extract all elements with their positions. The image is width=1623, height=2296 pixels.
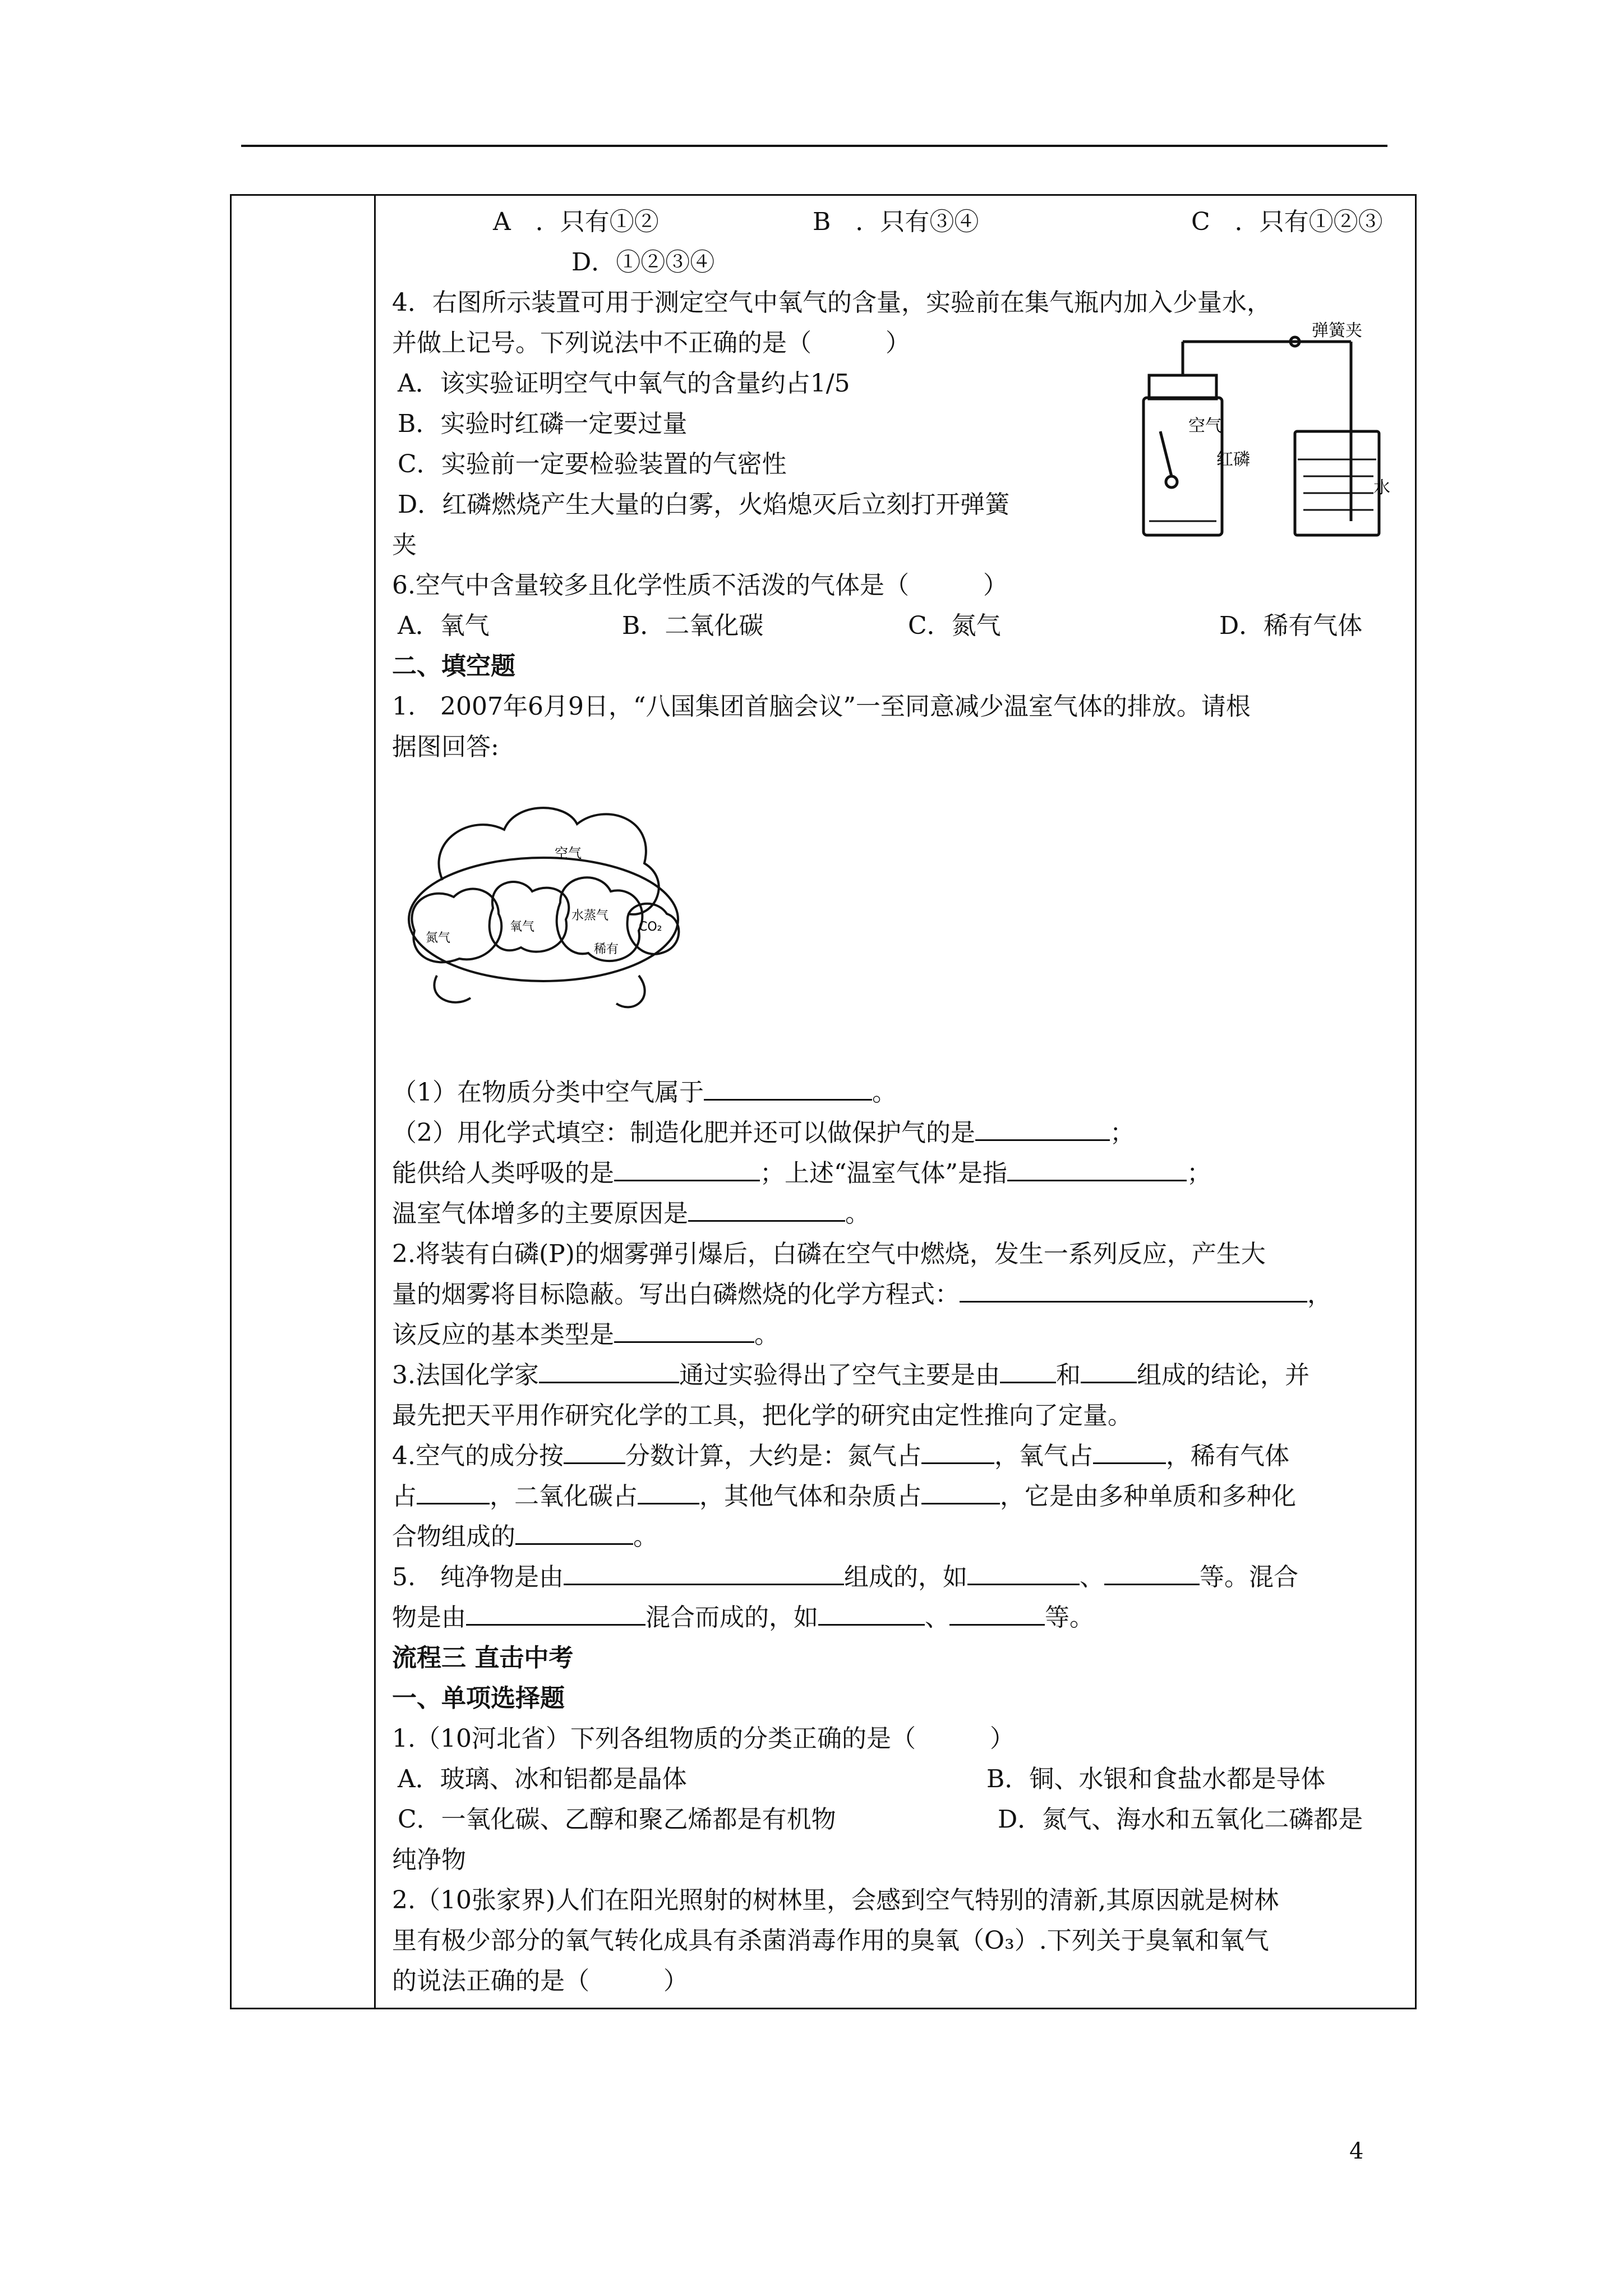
fill-q1-part2 xyxy=(392,1117,1135,1149)
answer-blank[interactable] xyxy=(614,1319,754,1343)
answer-blank[interactable] xyxy=(688,1198,845,1222)
answer-blank[interactable] xyxy=(1007,1157,1187,1181)
fill-q3-line1 xyxy=(392,1359,1310,1392)
punct: ， xyxy=(1307,1280,1332,1309)
flow3-q1-option-b: B．铜、水银和食盐水都是导体 xyxy=(986,1765,1326,1793)
punct: 。 xyxy=(633,1522,658,1551)
cartoon-label-rare: 稀有 xyxy=(594,942,619,956)
section-subheading-single-choice: 一、单项选择题 xyxy=(392,1684,565,1713)
header-rule xyxy=(241,145,1387,147)
fill-q5-text-h: 等。 xyxy=(1045,1603,1094,1632)
label-water: 水 xyxy=(1373,478,1390,498)
answer-blank[interactable] xyxy=(975,1117,1110,1141)
answer-blank[interactable] xyxy=(466,1602,645,1626)
fill-q4-text-d: ，稀有气体 xyxy=(1165,1442,1289,1470)
fill-q1-stem-1: 1. 2007年6月9日，“八国集团首脑会议”一至同意减少温室气体的排放。请根 xyxy=(392,692,1251,721)
answer-blank[interactable] xyxy=(1000,1359,1056,1383)
fill-q4-text-c: ，氧气占 xyxy=(994,1442,1093,1470)
flow3-q1-option-d-cont: 纯净物 xyxy=(392,1846,466,1874)
answer-blank[interactable] xyxy=(704,1076,872,1101)
fill-q3-text-a: 3.法国化学家 xyxy=(392,1361,539,1389)
option-b: B ．只有③④ xyxy=(813,208,979,236)
answer-blank[interactable] xyxy=(614,1157,760,1181)
fill-q4-line3 xyxy=(392,1521,658,1553)
fill-q3-text-c: 和 xyxy=(1055,1361,1081,1389)
fill-q5-text-c: 、 xyxy=(1079,1563,1104,1591)
fill-q5-text-a: 5. 纯净物是由 xyxy=(392,1563,564,1591)
section-heading-flow3: 流程三 直击中考 xyxy=(392,1644,574,1672)
fill-q3-line2: 最先把天平用作研究化学的工具，把化学的研究由定性推向了定量。 xyxy=(392,1401,1132,1430)
answer-blank[interactable] xyxy=(1093,1440,1166,1464)
fill-q4-line2 xyxy=(392,1480,1296,1513)
greenhouse-cartoon xyxy=(392,790,706,1026)
fill-q3-text-b: 通过实验得出了空气主要是由 xyxy=(679,1361,1000,1389)
answer-blank[interactable] xyxy=(1104,1561,1200,1585)
q6-option-d: D．稀有气体 xyxy=(1219,611,1363,640)
fill-q4-text-i: 合物组成的 xyxy=(392,1522,515,1551)
option-c: C ．只有①②③ xyxy=(1191,208,1383,236)
fill-q5-text-b: 组成的，如 xyxy=(843,1563,967,1591)
label-spring-clip: 弹簧夹 xyxy=(1312,321,1362,341)
q6-option-b: B．二氧化碳 xyxy=(622,611,764,640)
answer-blank[interactable] xyxy=(564,1561,844,1585)
answer-blank[interactable] xyxy=(818,1602,925,1626)
fill-q1-part4 xyxy=(392,1198,870,1230)
cartoon-label-vapor: 水蒸气 xyxy=(571,909,609,923)
q6-stem: 6.空气中含量较多且化学性质不活泼的气体是（ ） xyxy=(392,571,1008,600)
fill-q1-part3 xyxy=(392,1157,1211,1190)
column-divider xyxy=(374,196,376,2008)
flow3-q1-option-a: A．玻璃、冰和铝都是晶体 xyxy=(398,1765,687,1793)
fill-q5-line2 xyxy=(392,1602,1094,1634)
fill-q4-text-a: 4.空气的成分按 xyxy=(392,1442,564,1470)
option-d: D．①②③④ xyxy=(571,248,715,277)
q6-option-c: C．氮气 xyxy=(908,611,1001,640)
flow3-q2-line1: 2.（10张家界)人们在阳光照射的树林里，会感到空气特别的清新,其原因就是树林 xyxy=(392,1886,1279,1915)
answer-blank[interactable] xyxy=(564,1440,625,1464)
fill-q1-part2-text: （2）用化学式填空：制造化肥并还可以做保护气的是 xyxy=(392,1119,975,1147)
fill-q1-part4-text: 温室气体增多的主要原因是 xyxy=(392,1199,688,1228)
q4-option-a: A．该实验证明空气中氧气的含量约占1/5 xyxy=(398,369,850,398)
fill-q1-part3-text-b: ；上述“温室气体”是指 xyxy=(760,1159,1007,1188)
cartoon-label-air: 空气 xyxy=(555,845,582,861)
answer-blank[interactable] xyxy=(960,1278,1307,1303)
fill-q4-text-f: ，二氧化碳占 xyxy=(490,1482,638,1511)
cartoon-label-oxygen: 氧气 xyxy=(510,920,535,934)
answer-blank[interactable] xyxy=(638,1480,699,1504)
cartoon-label-nitrogen: 氮气 xyxy=(426,931,451,945)
punct: ； xyxy=(1110,1119,1135,1147)
flow3-q2-line3: 的说法正确的是（ ） xyxy=(392,1967,688,1995)
punct: 。 xyxy=(872,1078,897,1107)
fill-q1-part3-text-a: 能供给人类呼吸的是 xyxy=(392,1159,614,1188)
cartoon-label-co2: CO₂ xyxy=(639,920,662,934)
q4-stem-1: 4．右图所示装置可用于测定空气中氧气的含量，实验前在集气瓶内加入少量水， xyxy=(392,288,1271,317)
fill-q2-line3 xyxy=(392,1319,779,1351)
punct: ； xyxy=(1187,1159,1211,1188)
fill-q3-text-d: 组成的结论，并 xyxy=(1136,1361,1310,1389)
answer-blank[interactable] xyxy=(539,1359,679,1383)
q4-option-d: D．红磷燃烧产生大量的白雾，火焰熄灭后立刻打开弹簧 xyxy=(398,490,1010,519)
fill-q4-text-b: 分数计算，大约是：氮气占 xyxy=(625,1442,921,1470)
fill-q4-line1 xyxy=(392,1440,1289,1473)
fill-q1-stem-2: 据图回答: xyxy=(392,733,499,761)
fill-q5-text-d: 等。混合 xyxy=(1199,1563,1298,1591)
answer-blank[interactable] xyxy=(417,1480,490,1504)
fill-q5-text-g: 、 xyxy=(925,1603,949,1632)
worksheet-table xyxy=(230,194,1417,2009)
fill-q5-text-e: 物是由 xyxy=(392,1603,466,1632)
answer-blank[interactable] xyxy=(1081,1359,1137,1383)
fill-q4-text-h: ，它是由多种单质和多种化 xyxy=(1000,1482,1296,1511)
q6-option-a: A．氧气 xyxy=(398,611,490,640)
label-red-phosphorus: 红磷 xyxy=(1216,450,1250,470)
fill-q2-line1: 2.将装有白磷(P)的烟雾弹引爆后，白磷在空气中燃烧，发生一系列反应，产生大 xyxy=(392,1240,1266,1268)
answer-blank[interactable] xyxy=(949,1602,1045,1626)
label-air: 空气 xyxy=(1188,416,1222,436)
punct: 。 xyxy=(754,1320,779,1349)
fill-q5-line1 xyxy=(392,1561,1298,1594)
fill-q1-part1-text: （1）在物质分类中空气属于 xyxy=(392,1078,704,1107)
q4-option-d-cont: 夹 xyxy=(392,531,417,559)
apparatus-figure xyxy=(1127,319,1390,555)
q4-option-c: C．实验前一定要检验装置的气密性 xyxy=(398,450,787,478)
answer-blank[interactable] xyxy=(515,1521,633,1545)
answer-blank[interactable] xyxy=(967,1561,1080,1585)
answer-blank[interactable] xyxy=(921,1440,994,1464)
fill-q5-text-f: 混合而成的，如 xyxy=(645,1603,818,1632)
flow3-q2-line2: 里有极少部分的氧气转化成具有杀菌消毒作用的臭氧（O₃）.下列关于臭氧和氧气 xyxy=(392,1926,1269,1955)
flow3-q1-option-c: C．一氧化碳、乙醇和聚乙烯都是有机物 xyxy=(398,1805,836,1834)
fill-q2-line2 xyxy=(392,1278,1332,1311)
fill-q4-text-e: 占 xyxy=(392,1482,417,1511)
fill-q2-line2-text: 量的烟雾将目标隐蔽。写出白磷燃烧的化学方程式： xyxy=(392,1280,960,1309)
page-number: 4 xyxy=(1349,2138,1364,2164)
fill-q1-part1 xyxy=(392,1076,897,1109)
answer-blank[interactable] xyxy=(921,1480,1000,1504)
fill-q2-line3-text: 该反应的基本类型是 xyxy=(392,1320,614,1349)
punct: 。 xyxy=(845,1199,870,1228)
fill-q4-text-g: ，其他气体和杂质占 xyxy=(699,1482,921,1511)
option-a: A ．只有①② xyxy=(493,208,659,236)
q4-option-b: B．实验时红磷一定要过量 xyxy=(398,409,688,438)
flow3-q1-stem: 1.（10河北省）下列各组物质的分类正确的是（ ） xyxy=(392,1724,1015,1753)
section-heading-fill-in: 二、填空题 xyxy=(392,652,515,680)
q4-stem-2: 并做上记号。下列说法中不正确的是（ ） xyxy=(392,329,910,357)
flow3-q1-option-d: D．氮气、海水和五氧化二磷都是 xyxy=(998,1805,1363,1834)
